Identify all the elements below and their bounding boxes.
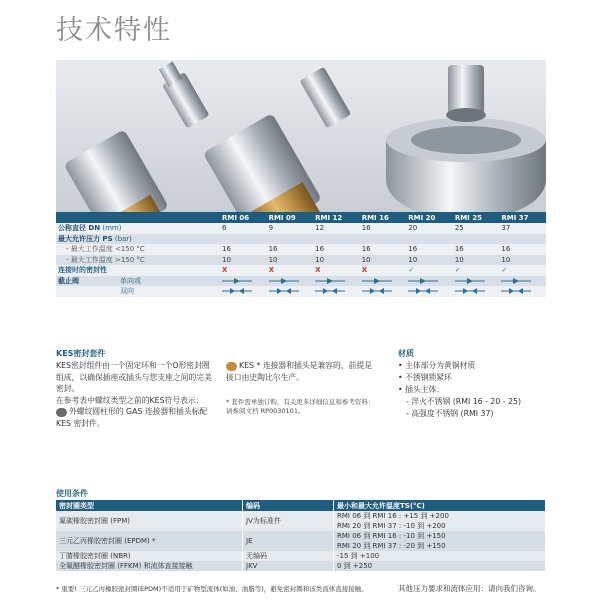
product-photo — [56, 60, 546, 212]
table-row: 连接时的密封性 X X X X ✓ ✓ ✓ — [56, 265, 546, 276]
kes-star-icon — [226, 362, 237, 371]
list-item: • 主体部分为黄铜材质 — [398, 361, 476, 370]
single-shutoff-icon — [269, 277, 299, 285]
double-shutoff-icon — [408, 287, 438, 295]
footnote: * 重要! 三元乙丙橡胶密封圈(EPDM)不适用于矿物型流体(如油、油脂等)，避免密封圈和该类流体直接接触。 — [56, 585, 368, 593]
table-row: 氟碳橡胶密封圈 (FPM) JV为标准件 RMI 06 到 RMI 16 : +15 到 +200 — [56, 511, 546, 521]
single-shutoff-icon — [455, 277, 485, 285]
table-row: 截止阀 单向或 — [56, 276, 546, 287]
single-shutoff-icon — [222, 277, 252, 285]
double-shutoff-icon — [362, 287, 392, 295]
kes-compat: KES * 连接器和插头是兼容的，前提是接口由史陶比尔生产。 — [226, 361, 372, 382]
list-item: • 不锈钢锁紧环 — [398, 373, 452, 382]
table-row: 三元乙丙橡胶密封圈 (EPDM) * JE RMI 06 到 RMI 16 : -10 到 +150 — [56, 531, 546, 541]
table-row: 公称直径 DN (mm) 6 9 12 16 20 25 37 — [56, 223, 546, 234]
double-shutoff-icon — [269, 287, 299, 295]
table-row: RMI 20 到 RMI 37 : -20 到 +150 — [56, 541, 546, 551]
table-row: 最大允许压力 PS (bar) — [56, 234, 546, 245]
spec-table: RMI 06 RMI 09 RMI 12 RMI 16 RMI 20 RMI 25 RMI 37 公称直径 DN (mm) 6 9 12 16 20 25 37 最大允许压力 PS (bar) - 最大工作温度 <150 °C 16 16 16 16 16 16 16 - 最大工作温度 >150 °C 10 10 10 10 10 10 10 连接时的密封性 X X X X ✓ ✓ ✓ 截止阀 单向或 双向 — [56, 212, 546, 297]
table-row: - 最大工作温度 >150 °C 10 10 10 10 10 10 10 — [56, 255, 546, 266]
kes-note: * 套件需单独订购，有关更多详细信息和参考资料：请参阅文档 RP0030101。 — [226, 398, 375, 415]
use-heading: 使用条件 — [56, 489, 88, 498]
double-shutoff-icon — [315, 287, 345, 295]
table-row: - 最大工作温度 <150 °C 16 16 16 16 16 16 16 — [56, 244, 546, 255]
kes-heading: KES密封套件 — [56, 349, 106, 358]
double-shutoff-icon — [501, 287, 531, 295]
materials-heading: 材质 — [398, 349, 414, 358]
footnote-right: 其他压力要求和流体应用：请向我们咨询。 — [398, 584, 541, 593]
materials-list — [398, 360, 558, 420]
table-row: 全氟醚橡胶密封圈 (FFKM) 和流体直接接触 JKV 0 到 +250 — [56, 561, 546, 571]
single-shutoff-icon — [362, 277, 392, 285]
single-shutoff-icon — [408, 277, 438, 285]
page-title: 技术特性 — [56, 15, 172, 46]
single-shutoff-icon — [315, 277, 345, 285]
table-row: 双向 — [56, 286, 546, 297]
table-row: 丁腈橡胶密封圈 (NBR) 无编码 -15 到 +100 — [56, 551, 546, 561]
single-shutoff-icon — [501, 277, 531, 285]
kes-description: KES密封组件由一个固定环和一个O形密封圈组成，以确保插座或插头与您支座之间的完美密封。 在参考表中螺纹类型之前的KES符号表示： 外螺纹圆柱形的 GAS 连接器和插头标配 KES 密封件。 — [56, 361, 212, 428]
use-table: 密封圈类型 编码 最小和最大允许温度TS(°C) 氟碳橡胶密封圈 (FPM) JV为标准件 RMI 06 到 RMI 16 : +15 到 +200 RMI 20 到 RMI 37 : -10 到 +200 三元乙丙橡胶密封圈 (EPDM) * JE RMI 06 到 RMI 16 : -10 到 +150 RMI 20 到 RMI 37 : -20 到 +150 丁腈橡胶密封圈 (NBR) 无编码 -15 到 +100 全氟醚橡胶密封圈 (FFKM) 和流体直接接触 JKV 0 到 +250 — [56, 500, 546, 571]
list-item: - 高强度不锈钢 (RMI 37) — [406, 409, 494, 418]
double-shutoff-icon — [222, 287, 252, 295]
double-shutoff-icon — [455, 287, 485, 295]
list-item: • 插头主体： — [398, 385, 445, 394]
gas-kes-icon — [56, 408, 67, 417]
table-row: RMI 20 到 RMI 37 : -10 到 +200 — [56, 521, 546, 531]
list-item: - 淬火不锈钢 (RMI 16 - 20 - 25) — [406, 397, 522, 406]
